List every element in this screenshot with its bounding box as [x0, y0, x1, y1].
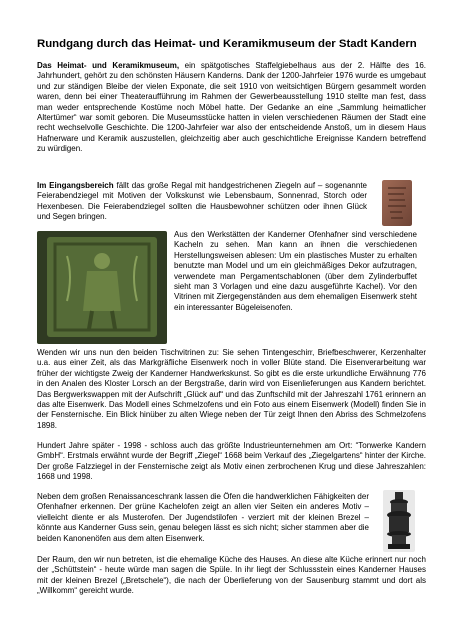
paragraph-kacheln: Aus den Werkstätten der Kanderner Ofenhafner sind verschiedene Kacheln zu sehen. Man kann an ihnen die verschiedenen Herstellungsweisen ablesen: Um ein plastisches Muster zu erhalten benutzte man Model und um ein gleichmäßiges Dekor aufzutragen, verwendete man Pergamentschablonen (über dem Zylinderbuffet sieht man 3 Vorlagen und eine dazu ausgeführte Kachel). Vor den Vitrinen mit Ziergegenständen aus dem ehemaligen Eisenwerk steht ein interessanter Bügeleisenofen. — [174, 230, 417, 312]
eingang-text: fällt das große Regal mit handgestrichenen Ziegeln auf – sogenannte Feierabendziegel mit Motiven der Volkskunst wie Lebensbaum, Sonnenrad, Storch oder Hexenbesen. Die Feierabendziegel sollten die Hausbewohner schützen oder ihnen Glück und Segen bringen. — [37, 181, 367, 222]
paragraph-intro — [37, 61, 426, 155]
kachel-image — [37, 231, 167, 344]
paragraph-eisenwerk: Wenden wir uns nun den beiden Tischvitrinen zu: Sie sehen Tintengeschirr, Briefbeschwerer, Kerzenhalter u.a. aus einer Zeit, als das Markgräfliche Eisenwerk noch in voller Blüte stand. Die Eisenverarbeitung war früher der wichtigste Zweig der Kanderner Handwerkskunst. So gibt es die erste urkundliche Erwähnung 776 in den Analen des Kloster Lorsch an der Bergstraße, darin wird von Eisenlieferungen aus Kandern berichtet. Das Bergwerkswappen mit der Aufschrift „Glück auf“ und das Zunftschild mit der Jahreszahl 1761 erinnern an das alte Eisenwerk. Das Modell eines Schmelzofens und ein Foto aus einem Eisenwerk (Modell) finden Sie in der Fensternische. Ein Blick hinüber zu alten Wiege neben der Tür zeigt Ihnen den Abriss des Schmelzofens 1898. — [37, 348, 426, 430]
paragraph-kueche: Der Raum, den wir nun betreten, ist die ehemalige Küche des Hauses. An diese alte Küche erinnert nur noch der „Schüttstein“ - heute würde man sagen die Spüle. In ihr liegt der Schlussstein eines Kanderner Hauses mit der kleinen Brezel („Bretschele“), die nach der Überlieferung von der Sausenburg stammt und dort als „Willkomm“ gereicht wurde. — [37, 555, 426, 596]
kanonenofen-image — [383, 490, 415, 552]
paragraph-tonwerke: Hundert Jahre später - 1998 - schloss auch das größte Industrieunternehmen am Ort: “Tonwerke Kandern GmbH“. Erstmals erwähnt wurde der Begriff „Ziegel“ 1668 beim Verkauf des „Ziegelgartens“ hinter der Kirche. Der große Falzziegel in der Fensternische zeigt als Motiv einen zerbrochenen Krug und diese Jahreszahlen: 1668 und 1998. — [37, 441, 426, 482]
paragraph-oefen: Neben dem großen Renaissanceschrank lassen die Öfen die handwerklichen Fähigkeiten der Ofenhafner erkennen. Der grüne Kachelofen zeigt an allen vier Seiten ein anderes Motiv – vielleicht diente er als Musterofen. Der Jugendstilofen - verziert mit der kleinen Brezel – könnte aus Kanderner Guss sein, genau belegen lässt es sich nicht; sicher stammen aber die beiden Kanonenöfen aus dem alten Eisenwerk. — [37, 492, 369, 543]
intro-text: ein spätgotisches Staffelgiebelhaus aus der 2. Hälfte des 16. Jahrhundert, gehört zu den schönsten Häusern Kanderns. Dank der 1200-Jahrfeier 1976 wurde es umgebaut und zur ständigen Bleibe der vielen Exponate, die seit 1910 von weitsichtigen Bürgern gesammelt worden waren, denn bei einer Theateraufführung im Rahmen der Gewerbeausstellung 1910 stellte man fest, dass man weder entsprechende Kostüme noch Möbel hatte. Der Gedanke an eine „Sammlung heimatlicher Altertümer“ war somit geboren. Die Museumsstücke hatten in vielen verschiedenen Räumen der Stadt eine recht wechselvolle Geschichte. Die 1200-Jahrfeier war also der entscheidende Anstoß, um in diesem Haus Hafnerware und Keramik auszustellen, gleichzeitig aber auch geschichtliche Ereignisse Kandern betreffend zu würdigen. — [37, 61, 426, 154]
feierabendziegel-image — [382, 180, 412, 226]
intro-lead: Das Heimat- und Keramikmuseum, — [37, 61, 180, 70]
paragraph-eingang — [37, 181, 367, 223]
page-title: Rundgang durch das Heimat- und Keramikmuseum der Stadt Kandern — [37, 38, 417, 50]
eingang-lead: Im Eingangsbereich — [37, 181, 114, 190]
